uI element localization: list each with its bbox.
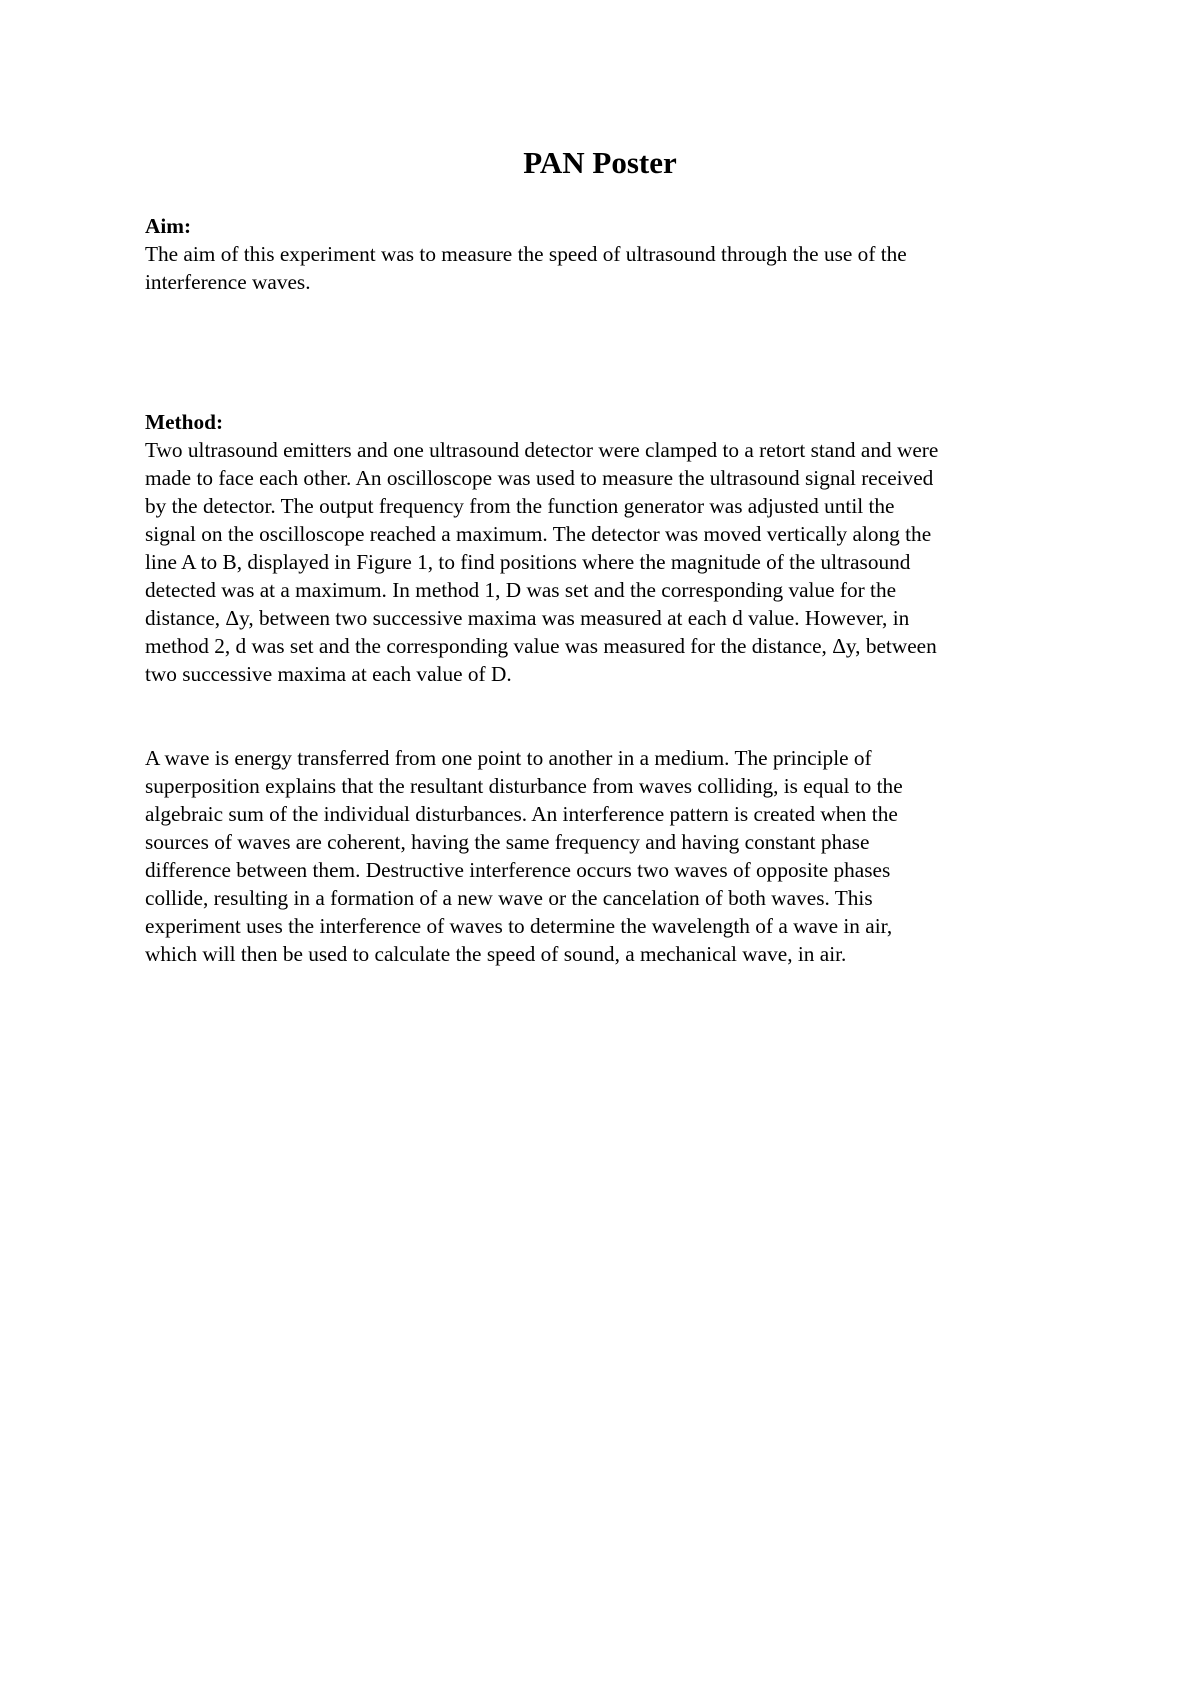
theory-section: [145, 744, 1075, 968]
method-line: detected was at a maximum. In method 1, D was set and the corresponding value for the: [145, 578, 897, 602]
aim-line: The aim of this experiment was to measure the speed of ultrasound through the use of the: [145, 242, 907, 266]
theory-line: which will then be used to calculate the speed of sound, a mechanical wave, in air.: [145, 942, 847, 966]
aim-section: [145, 212, 1075, 296]
method-heading: Method:: [145, 410, 224, 434]
method-line: line A to B, displayed in Figure 1, to find positions where the magnitude of the ultrasound: [145, 550, 911, 574]
theory-line: collide, resulting in a formation of a new wave or the cancelation of both waves. This: [145, 886, 873, 910]
aim-paragraph: [145, 240, 1075, 296]
method-line: two successive maxima at each value of D.: [145, 662, 512, 686]
method-line: distance, Δy, between two successive maxima was measured at each d value. However, in: [145, 606, 910, 630]
aim-line: interference waves.: [145, 270, 311, 294]
theory-line: sources of waves are coherent, having the same frequency and having constant phase: [145, 830, 870, 854]
theory-paragraph: [145, 744, 1075, 968]
theory-line: algebraic sum of the individual disturbances. An interference pattern is created when the: [145, 802, 898, 826]
method-paragraph: [145, 436, 1075, 688]
theory-line: difference between them. Destructive interference occurs two waves of opposite phases: [145, 858, 891, 882]
method-line: by the detector. The output frequency from the function generator was adjusted until the: [145, 494, 895, 518]
document-title: PAN Poster: [523, 145, 677, 180]
method-line: signal on the oscilloscope reached a maximum. The detector was moved vertically along the: [145, 522, 932, 546]
method-line: Two ultrasound emitters and one ultrasound detector were clamped to a retort stand and were: [145, 438, 939, 462]
method-section: [145, 408, 1075, 688]
theory-line: A wave is energy transferred from one point to another in a medium. The principle of: [145, 746, 872, 770]
theory-line: experiment uses the interference of waves to determine the wavelength of a wave in air,: [145, 914, 893, 938]
aim-heading: Aim:: [145, 214, 192, 238]
method-line: method 2, d was set and the corresponding value was measured for the distance, Δy, between: [145, 634, 937, 658]
theory-line: superposition explains that the resultant disturbance from waves colliding, is equal to the: [145, 774, 903, 798]
method-line: made to face each other. An oscilloscope was used to measure the ultrasound signal received: [145, 466, 934, 490]
